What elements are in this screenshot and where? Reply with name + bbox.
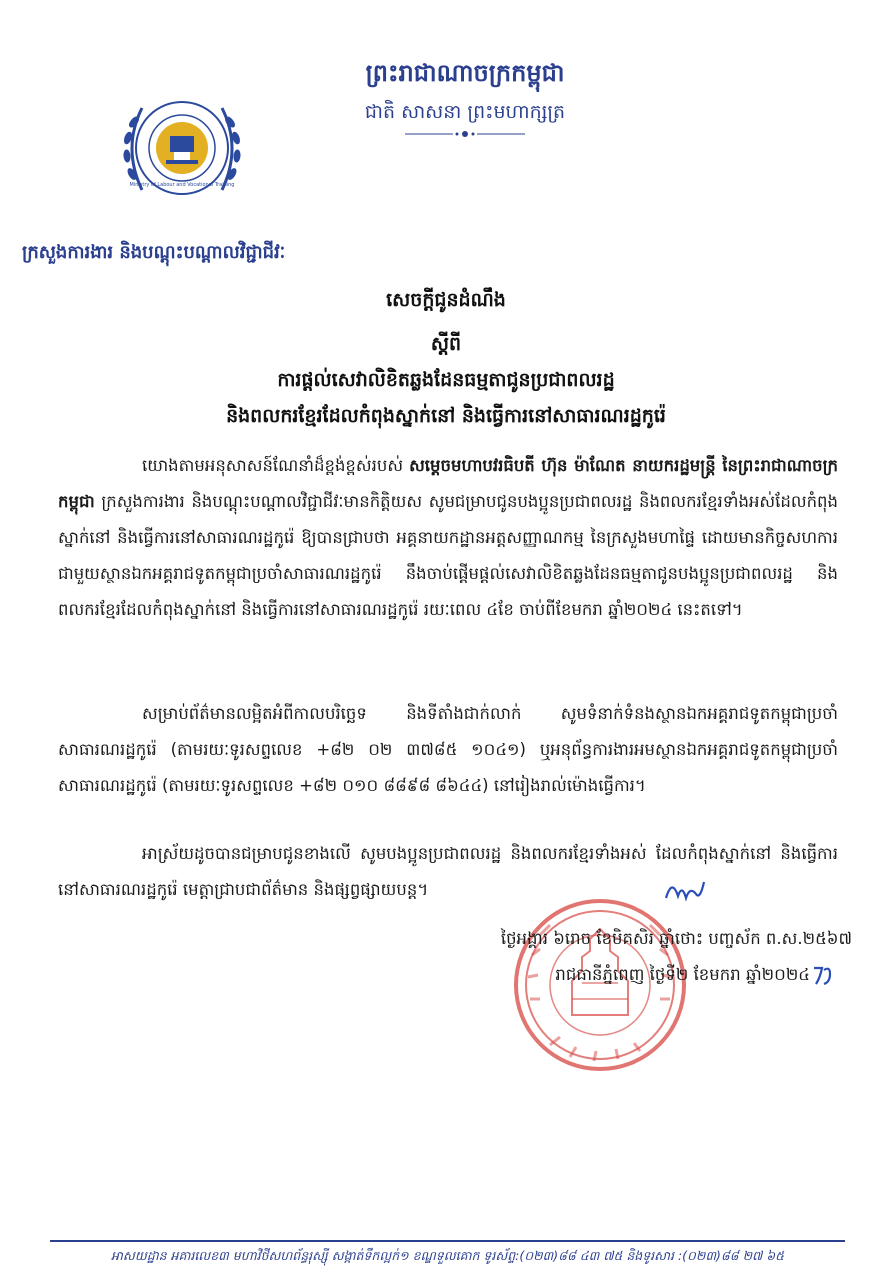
body-paragraph-2 (58, 696, 838, 804)
p1-intro: យោងតាមអនុសាសន៍ណែនាំដ៏ខ្ពង់ខ្ពស់របស់ (142, 456, 410, 475)
ornament-divider (405, 128, 525, 140)
initial-mark (810, 962, 836, 988)
footer-address: អាសយដ្ឋាន អគារលេខ៣ មហាវិថីសហព័ន្ធរុស្ស៊ី សង្កាត់ទឹកល្អក់១ ខណ្ឌទួលគោក ទូរស័ព្ទ:(០២៣)៨៨ ៤៣ ៧៥ និងទូរសារ :(០២៣)៨៨ ២៧ ៦៥ (111, 1248, 784, 1263)
body-paragraph-1 (58, 448, 838, 628)
footer-divider (50, 1240, 845, 1242)
kingdom-heading: ព្រះរាជាណាចក្រកម្ពុជា (365, 59, 565, 87)
notice-subject-line-2: និងពលករខ្មែរដែលកំពុងស្នាក់នៅ និងធ្វើការនៅសាធារណរដ្ឋកូរ៉េ (226, 405, 666, 427)
national-motto: ជាតិ សាសនា ព្រះមហាក្សត្រ (364, 101, 566, 123)
notice-subject-line-1: ការផ្តល់សេវាលិខិតឆ្លងដែនធម្មតាជូនប្រជាពលរដ្ឋ (277, 369, 615, 391)
notice-subject-label: ស្តីពី (430, 333, 462, 355)
date-lunar: ថ្ងៃអង្គារ ៦រោច ខែមិគសិរ ឆ្នាំថោះ បញ្ចស័ក ព.ស.២៥៦៧ (500, 929, 852, 948)
p1-prime-minister: សម្តេចមហាបវរធិបតី ហ៊ុន ម៉ាណែត នាយករដ្ឋមន្ត្រី នៃព្រះរាជាណាចក្រកម្ពុជា (58, 456, 838, 511)
p2-text: សម្រាប់ព័ត៌មានលម្អិតអំពីកាលបរិច្ឆេទ និងទីតាំងជាក់លាក់ សូមទំនាក់ទំនងស្ថានឯកអគ្គរាជទូតកម្ពុជាប្រចាំសាធារណរដ្ឋកូរ៉េ (តាមរយៈទូរសព្ទលេខ +៨២ ០២ ៣៧៨៥ ១០៤១) ឬអនុព័ន្ធការងារអមស្ថានឯកអគ្គរាជទូតកម្ពុជាប្រចាំសាធារណរដ្ឋកូរ៉េ (តាមរយៈទូរសព្ទលេខ +៨២ ០១០ ៨៨៩៨ ៨៦៤៤) នៅរៀងរាល់ម៉ោងធ្វើការ។ (58, 704, 838, 795)
body-paragraph-3 (58, 836, 838, 908)
logo-ring-text: Ministry of Labour and Vocational Training (129, 182, 235, 188)
date-solar: រាជធានីភ្នំពេញ ថ្ងៃទី២ ខែមករា ឆ្នាំ២០២៤ (555, 965, 810, 984)
ministry-logo (112, 78, 252, 218)
ministry-name: ក្រសួងការងារ និងបណ្តុះបណ្តាលវិជ្ជាជីវៈ (22, 242, 286, 263)
p3-text: អាស្រ័យដូចបានជម្រាបជូនខាងលើ សូមបងប្អូនប្រជាពលរដ្ឋ និងពលករខ្មែរទាំងអស់ ដែលកំពុងស្នាក់នៅ និងធ្វើការនៅសាធារណរដ្ឋកូរ៉េ មេត្តាជ្រាបជាព័ត៌មាន និងផ្សព្វផ្សាយបន្ត។ (58, 844, 838, 899)
p1-body: ក្រសួងការងារ និងបណ្តុះបណ្តាលវិជ្ជាជីវៈមានកិត្តិយស សូមជម្រាបជូនបងប្អូនប្រជាពលរដ្ឋ និងពលករខ្មែរទាំងអស់ដែលកំពុងស្នាក់នៅ និងធ្វើការនៅសាធារណរដ្ឋកូរ៉េ ឱ្យបានជ្រាបថា អគ្គនាយកដ្ឋានអត្តសញ្ញាណកម្ម នៃក្រសួងមហាផ្ទៃ ដោយមានកិច្ចសហការជាមួយស្ថានឯកអគ្គរាជទូតកម្ពុជាប្រចាំសាធារណរដ្ឋកូរ៉េ នឹងចាប់ផ្តើមផ្តល់សេវាលិខិតឆ្លងដែនធម្មតាជូនបងប្អូនប្រជាពលរដ្ឋ និងពលករខ្មែរដែលកំពុងស្នាក់នៅ និងធ្វើការនៅសាធារណរដ្ឋកូរ៉េ រយៈពេល ៤ខែ ចាប់ពីខែមករា ឆ្នាំ២០២៤ នេះតទៅ។ (58, 492, 838, 619)
notice-title: សេចក្តីជូនដំណឹង (386, 289, 506, 311)
